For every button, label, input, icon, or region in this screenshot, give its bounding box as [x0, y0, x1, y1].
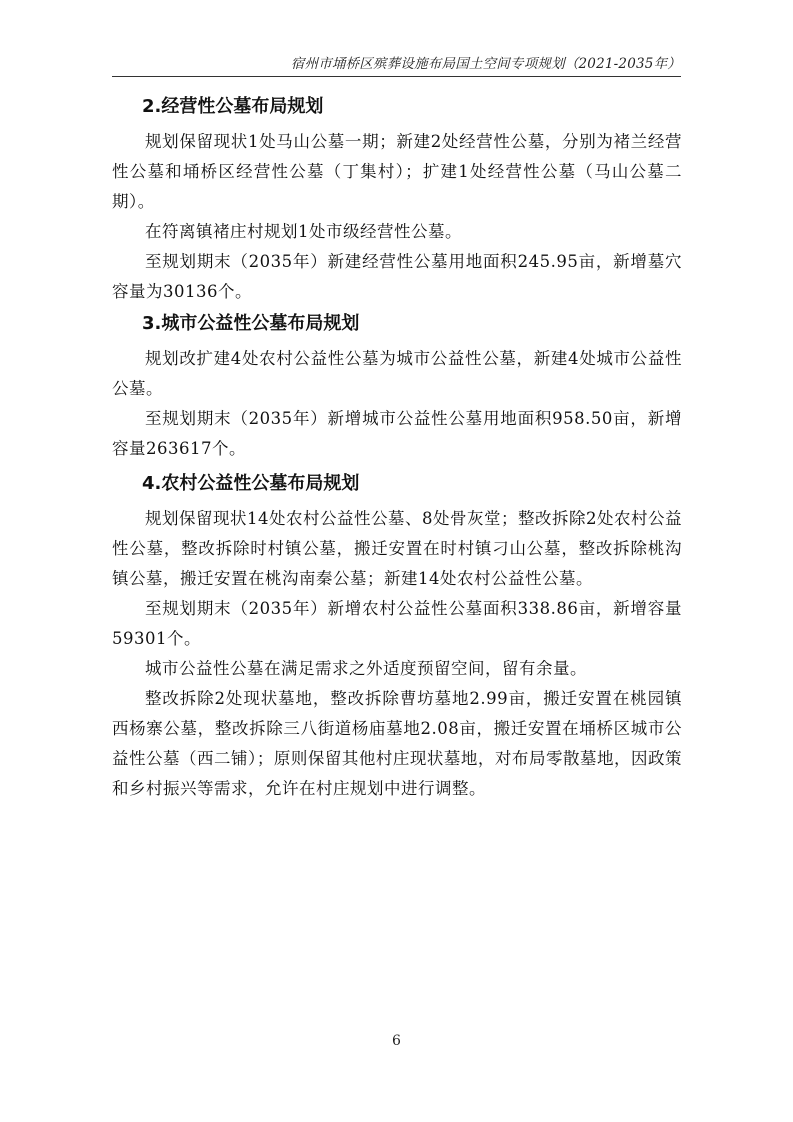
section-rural-public-cemetery — [112, 469, 682, 804]
paragraph: 整改拆除2处现状墓地，整改拆除曹坊墓地2.99亩，搬迁安置在桃园镇西杨寨公墓，整改拆除三八街道杨庙墓地2.08亩，搬迁安置在埇桥区城市公益性公墓（西二铺）；原则保留其他村庄现状墓地，对布局零散墓地，因政策和乡村振兴等需求，允许在村庄规划中进行调整。 — [112, 689, 682, 798]
section-heading: 2.经营性公墓布局规划 — [142, 96, 324, 117]
paragraph: 城市公益性公墓在满足需求之外适度预留空间，留有余量。 — [145, 659, 587, 678]
paragraph: 规划改扩建4处农村公益性公墓为城市公益性公墓，新建4处城市公益性公墓。 — [112, 349, 682, 398]
paragraph: 至规划期末（2035年）新增城市公益性公墓用地面积958.50亩，新增容量263617个。 — [112, 409, 682, 458]
page-body — [112, 92, 682, 804]
header-rule — [112, 76, 681, 77]
section-urban-public-cemetery — [112, 309, 682, 464]
paragraph: 至规划期末（2035年）新建经营性公墓用地面积245.95亩，新增墓穴容量为30136个。 — [112, 252, 682, 301]
page-number: 6 — [392, 1033, 401, 1049]
section-heading: 3.城市公益性公墓布局规划 — [142, 313, 360, 334]
paragraph: 在符离镇褚庄村规划1处市级经营性公墓。 — [145, 222, 462, 241]
running-header: 宿州市埇桥区殡葬设施布局国土空间专项规划（2021-2035年） — [290, 56, 681, 72]
section-commercial-cemetery — [112, 92, 682, 307]
paragraph: 规划保留现状14处农村公益性公墓、8处骨灰堂；整改拆除2处农村公益性公墓，整改拆除时村镇公墓，搬迁安置在时村镇刁山公墓，整改拆除桃沟镇公墓，搬迁安置在桃沟南秦公墓；新建14处农村公益性公墓。 — [112, 509, 682, 588]
paragraph: 至规划期末（2035年）新增农村公益性公墓面积338.86亩，新增容量59301个。 — [112, 599, 682, 648]
section-heading: 4.农村公益性公墓布局规划 — [142, 473, 360, 494]
paragraph: 规划保留现状1处马山公墓一期；新建2处经营性公墓，分别为褚兰经营性公墓和埇桥区经营性公墓（丁集村）；扩建1处经营性公墓（马山公墓二期）。 — [112, 132, 682, 211]
